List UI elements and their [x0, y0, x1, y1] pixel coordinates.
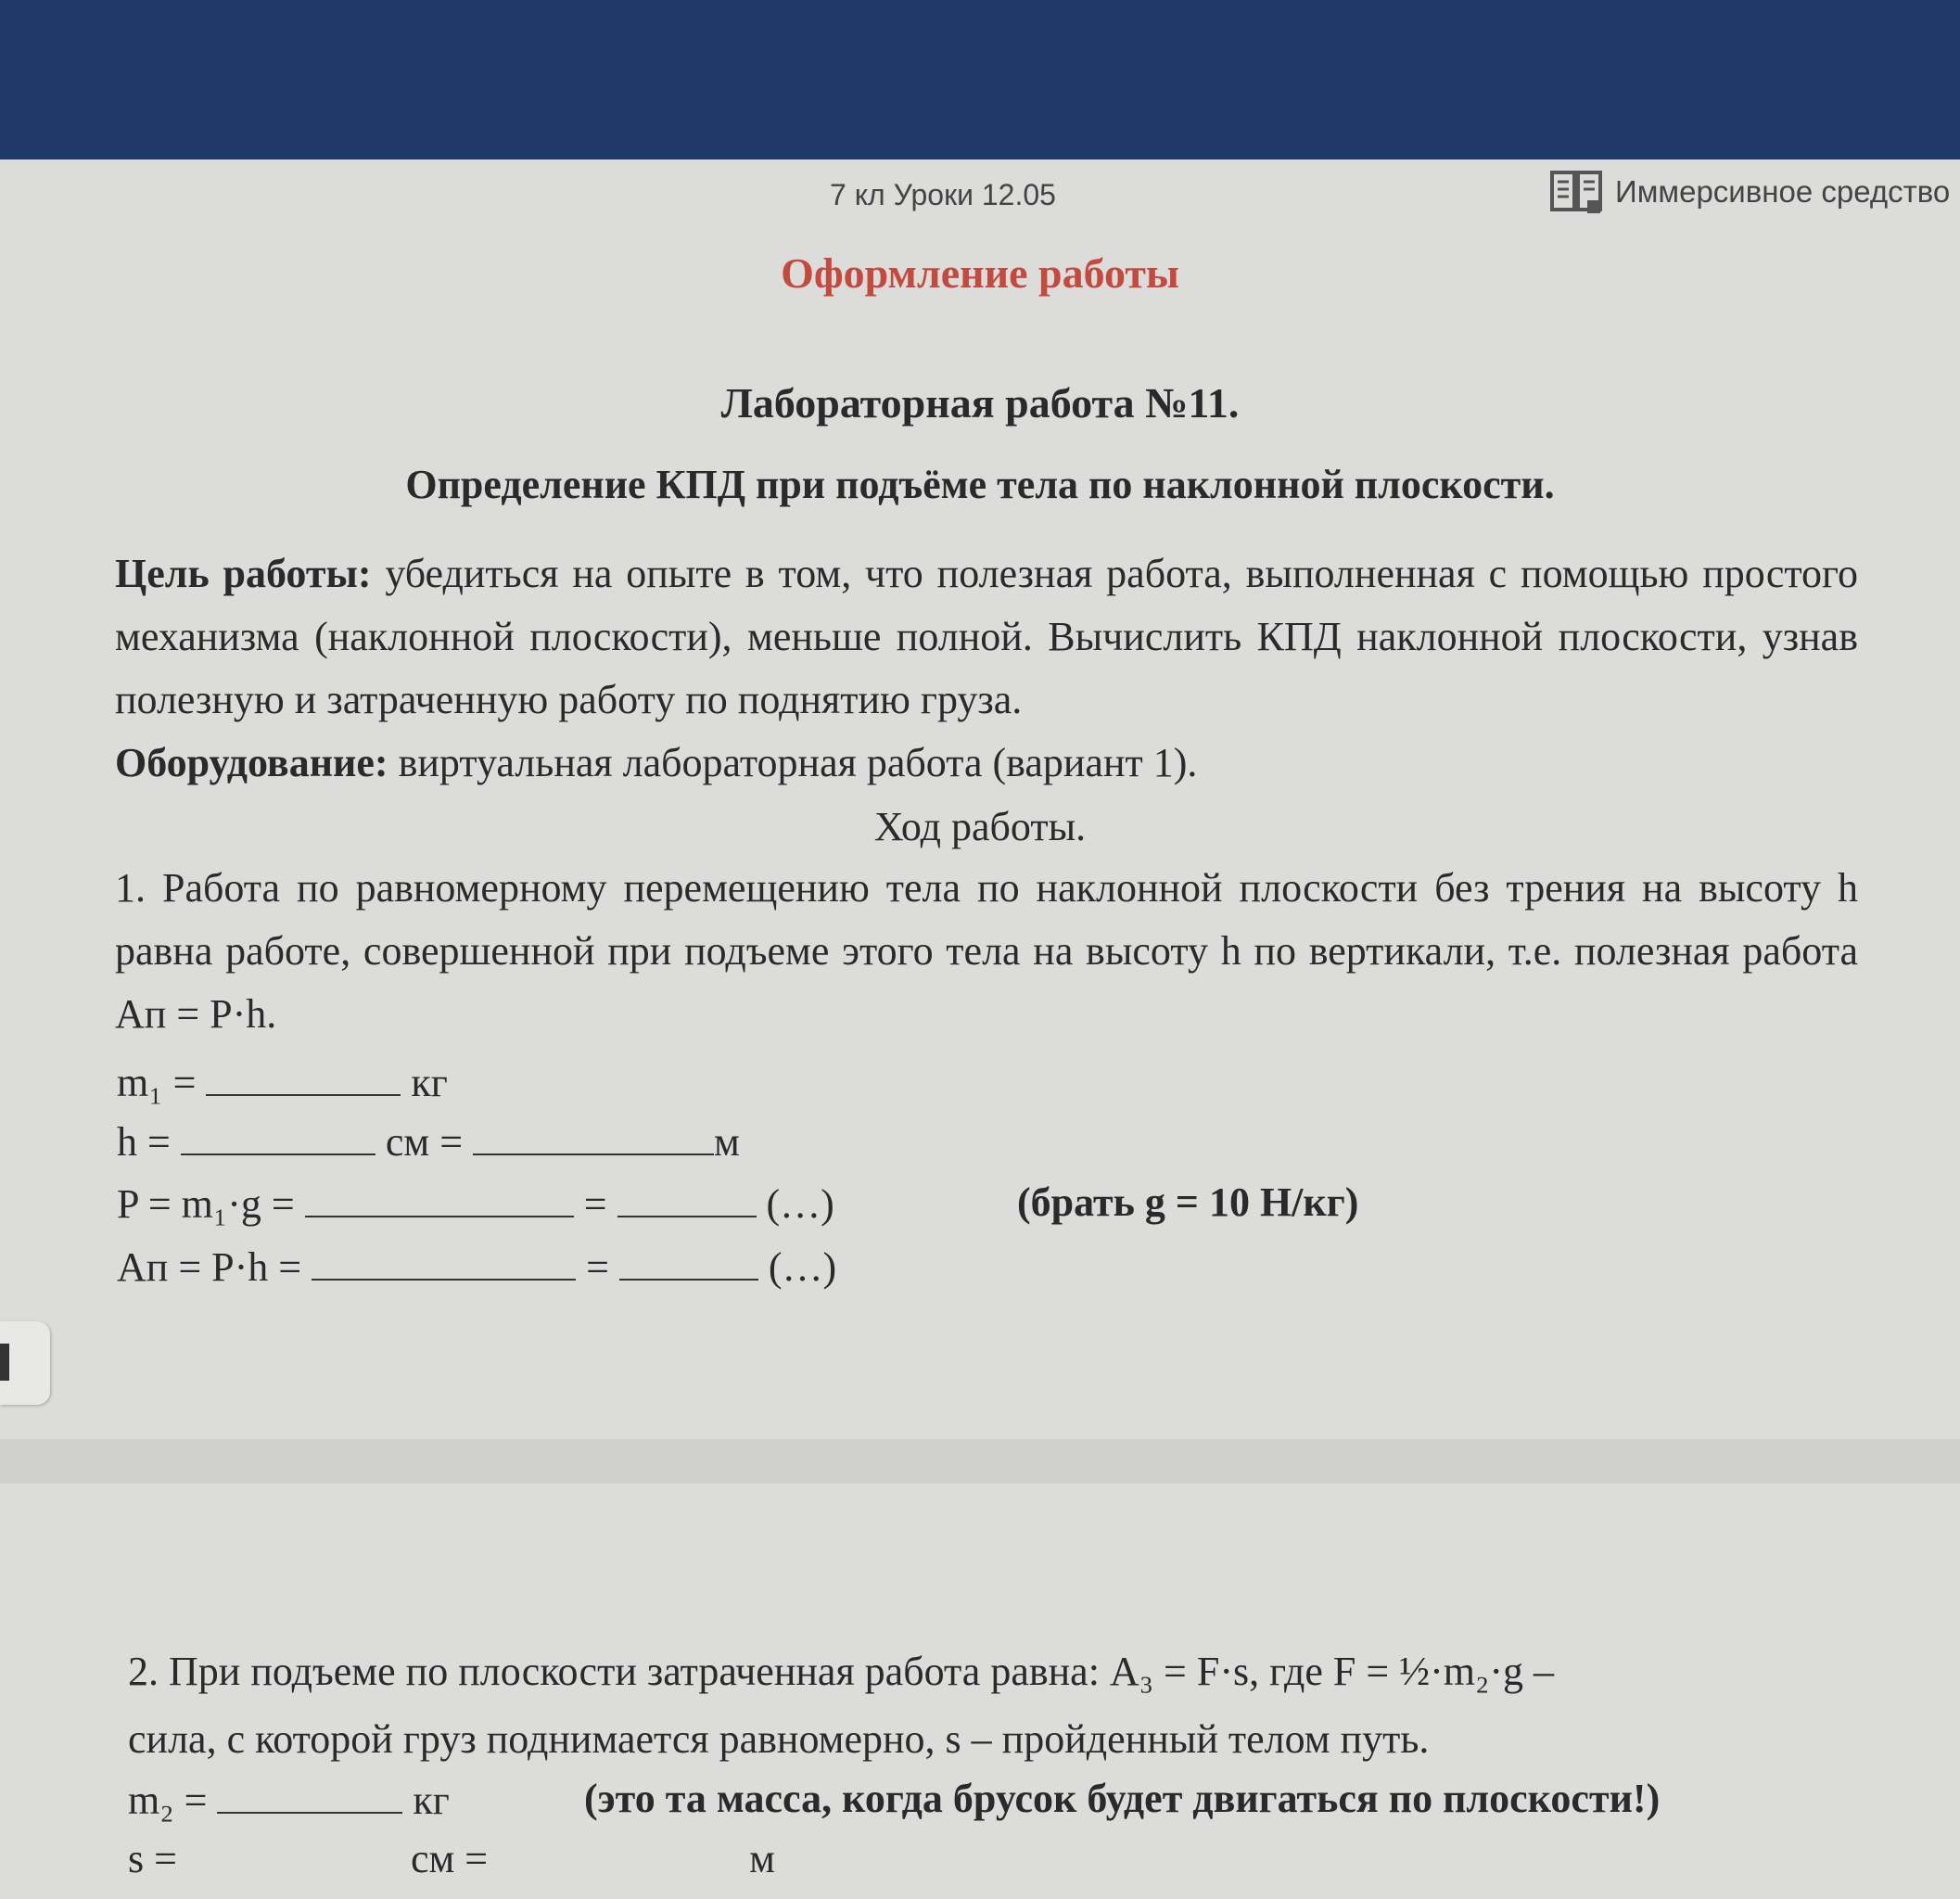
p-formula-blank[interactable] — [305, 1175, 574, 1217]
side-panel-tab[interactable] — [0, 1321, 50, 1405]
h-row — [117, 1113, 740, 1170]
m1-blank[interactable] — [206, 1053, 401, 1096]
m2-label: m₂ = — [128, 1778, 208, 1823]
m2-blank[interactable] — [217, 1771, 402, 1814]
ap-row — [117, 1238, 836, 1295]
goal-paragraph — [115, 542, 1858, 732]
section-heading: Оформление работы — [781, 249, 1179, 297]
m1-row — [117, 1053, 448, 1111]
s-row — [128, 1831, 775, 1887]
immersive-reader-label: Иммерсивное средство — [1615, 174, 1951, 209]
ap-formula-blank[interactable] — [312, 1238, 576, 1281]
step2-line-1: 2. При подъеме по плоскости затраченная работа равна: A₃ = F·s, где F = ½·m₂·g – — [128, 1649, 1555, 1694]
g-note: (брать g = 10 Н/кг) — [1017, 1179, 1359, 1225]
s-unit-cm: см = — [410, 1836, 489, 1881]
s-unit-m: м — [749, 1836, 775, 1881]
equipment-text: виртуальная лабораторная работа (вариант 1). — [388, 740, 1198, 785]
step1-paragraph: 1. Работа по равномерному перемещению тела по наклонной плоскости без трения на высоту h равна работе, совершенной при подъеме этого тела на высоту h по вертикали, т.е. полезная работа Aп = P·h. — [115, 865, 1858, 1037]
p-label: P = m₁·g = — [117, 1181, 295, 1227]
h-cm-blank[interactable] — [181, 1113, 375, 1155]
equipment-label: Оборудование: — [115, 740, 388, 785]
p-result-blank[interactable] — [617, 1175, 757, 1217]
ap-unit: (…) — [768, 1244, 837, 1290]
immersive-reader-icon — [1550, 169, 1604, 215]
m1-unit: кг — [411, 1060, 448, 1105]
h-unit-cm: см = — [385, 1119, 464, 1165]
m2-unit: кг — [413, 1778, 450, 1823]
lab-subtitle: Определение КПД при подъёме тела по наклонной плоскости. — [405, 462, 1555, 507]
p-unit: (…) — [766, 1181, 834, 1227]
word-ribbon-bar — [0, 0, 1960, 159]
p-row — [117, 1175, 834, 1232]
progress-title: Ход работы. — [873, 804, 1087, 849]
ap-eq: = — [586, 1244, 609, 1290]
immersive-reader-button[interactable] — [1550, 167, 1950, 217]
m1-label: m₁ = — [117, 1060, 197, 1105]
ap-result-blank[interactable] — [619, 1238, 758, 1281]
step2-line-2: сила, с которой груз поднимается равномерно, s – пройденный телом путь. — [128, 1716, 1430, 1762]
m2-row — [128, 1771, 450, 1829]
p-eq: = — [583, 1181, 607, 1227]
goal-label: Цель работы: — [115, 551, 372, 596]
page-separator — [0, 1439, 1960, 1484]
m2-note: (это та масса, когда брусок будет двигаться по плоскости!) — [584, 1776, 1661, 1821]
equipment-line — [115, 735, 1197, 791]
h-unit-m: м — [714, 1119, 740, 1165]
h-label: h = — [117, 1119, 171, 1165]
document-title[interactable]: 7 кл Уроки 12.05 — [830, 178, 1056, 211]
s-label: s = — [128, 1836, 177, 1881]
lab-title: Лабораторная работа №11. — [720, 379, 1240, 427]
goal-text: убедиться на опыте в том, что полезная работа, выполненная с помощью простого механизма (наклонной плоскости), меньше полной. Вычислить КПД наклонной плоскости, узнав полезную и затраченную работу по поднятию груза. — [115, 551, 1859, 722]
ap-label: Aп = P·h = — [117, 1244, 302, 1290]
h-m-blank[interactable] — [473, 1113, 714, 1155]
